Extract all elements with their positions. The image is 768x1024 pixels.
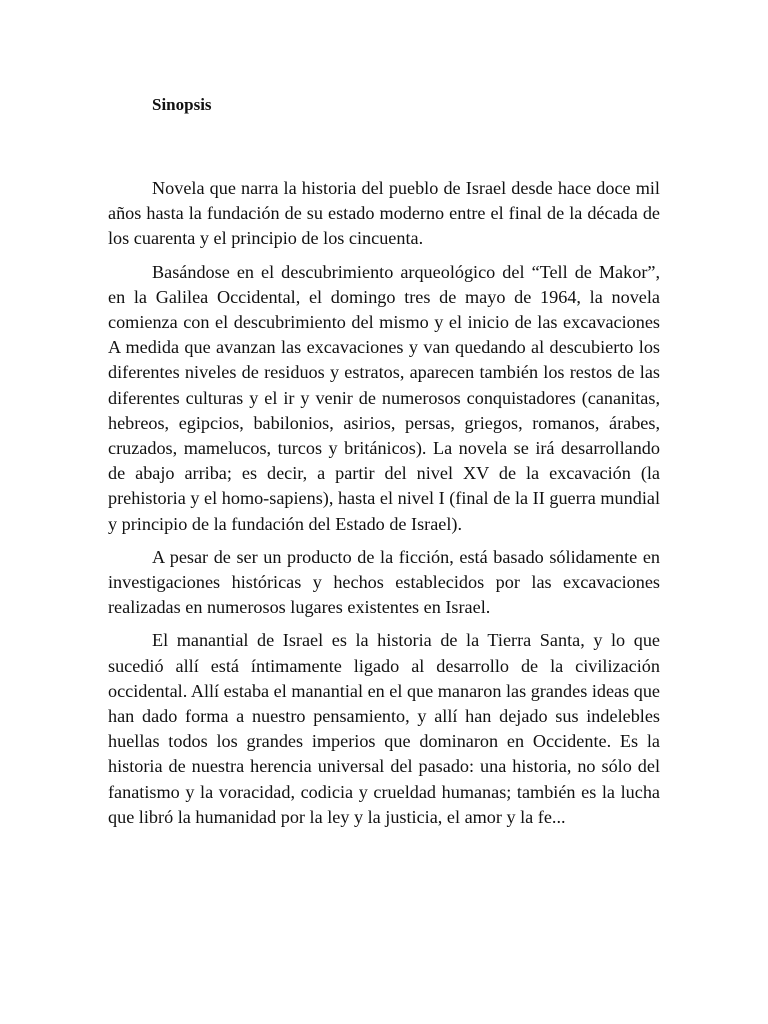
page-title: Sinopsis xyxy=(152,95,212,114)
paragraph-3: A pesar de ser un producto de la ficción, está basado sólidamente en investigaciones históricas y hechos establecidos por las excavaciones realizadas en numerosos lugares existentes en Israel. xyxy=(108,546,660,618)
paragraph-2: Basándose en el descubrimiento arqueológico del “Tell de Makor”, en la Galilea Occidental, el domingo tres de mayo de 1964, la novela comienza con el descubrimiento del mismo y el inicio de las excavaciones A medida que avanzan las excavaciones y van quedando al descubierto los diferentes niveles de residuos y estratos, aparecen también los restos de las diferentes culturas y el ir y venir de numerosos conquistadores (cananitas, hebreos, egipcios, babilonios, asirios, persas, griegos, romanos, árabes, cruzados, mamelucos, turcos y británicos). La novela se irá desarrollando de abajo arriba; es decir, a partir del nivel XV de la excavación (la prehistoria y el homo-sapiens), hasta el nivel I (final de la II guerra mundial y principio de la fundación del Estado de Israel). xyxy=(108,261,660,534)
paragraph-4: El manantial de Israel es la historia de la Tierra Santa, y lo que sucedió allí está íntimamente ligado al desarrollo de la civilización occidental. Allí estaba el manantial en el que manaron las grandes ideas que han dado forma a nuestro pensamiento, y allí han dejado sus indelebles huellas todos los grandes imperios que dominaron en Occidente. Es la historia de nuestra herencia universal del pasado: una historia, no sólo del fanatismo y la voracidad, codicia y crueldad humanas; también es la lucha que libró la humanidad por la ley y la justicia, el amor y la fe... xyxy=(108,630,660,827)
paragraph-1: Novela que narra la historia del pueblo de Israel desde hace doce mil años hasta la fundación de su estado moderno entre el final de la década de los cuarenta y el principio de los cincuenta. xyxy=(108,178,660,249)
synopsis-body xyxy=(108,176,660,838)
